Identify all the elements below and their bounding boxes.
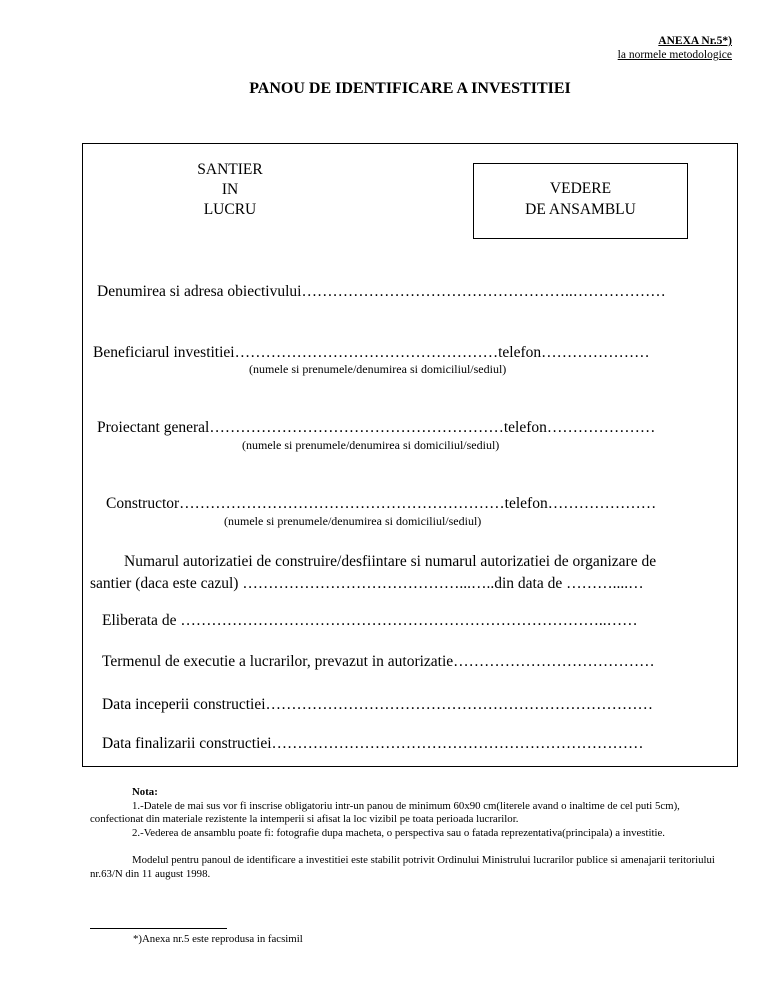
annex-title: ANEXA Nr.5*): [658, 35, 732, 47]
autorizatie-line-2: santier (daca este cazul) ……………………………………...…..din data de ………....…: [90, 575, 644, 592]
field-data-finalizarii: Data finalizarii constructiei………………………………………………………………: [102, 735, 644, 752]
field-beneficiar: Beneficiarul investitiei……………………………………………telefon…………………: [93, 344, 650, 361]
field-denumirea: Denumirea si adresa obiectivului……………………………………………..………………: [97, 283, 666, 300]
notes-section: [90, 786, 730, 881]
field-constructor: Constructor………………………………………………………telefon…………………: [106, 495, 657, 512]
note-2: 2.-Vederea de ansamblu poate fi: fotografie dupa macheta, o perspectiva sau o fatada reprezentativa(principala) a investitie.: [132, 826, 665, 839]
santier-line-1: SANTIER: [197, 161, 263, 178]
autorizatie-line-1: Numarul autorizatiei de construire/desfiintare si numarul autorizatiei de organizare de: [124, 553, 657, 570]
beneficiar-note: (numele si prenumele/denumirea si domiciliul/sediul): [249, 362, 507, 376]
field-proiectant: Proiectant general…………………………………………………telefon…………………: [97, 419, 656, 436]
santier-label: [185, 160, 275, 220]
field-termenul: Termenul de executie a lucrarilor, prevazut in autorizatie…………………………………: [102, 653, 655, 670]
proiectant-note: (numele si prenumele/denumirea si domiciliul/sediul): [242, 438, 500, 452]
vedere-line-2: DE ANSAMBLU: [525, 201, 636, 218]
note-1: 1.-Datele de mai sus vor fi inscrise obligatoriu intr-un panou de minimum 60x90 cm(literele avand o inaltime de cel puti 5cm), confectionat din materiale rezistente la intemperii si afisat la loc vizibil pe toata perioada lucrarilor.: [90, 799, 680, 825]
field-eliberata: Eliberata de ………………………………………………………………………..……: [102, 612, 638, 629]
model-note: Modelul pentru panoul de identificare a investitiei este stabilit potrivit Ordinului Ministrului lucrarilor publice si amenajarii teritoriului nr.63/N din 11 august 1998.: [90, 854, 715, 880]
field-data-inceperii: Data inceperii constructiei…………………………………………………………………: [102, 696, 654, 713]
constructor-note: (numele si prenumele/denumirea si domiciliul/sediul): [224, 514, 482, 528]
santier-line-3: LUCRU: [203, 201, 257, 218]
annex-subtitle: la normele metodologice: [617, 49, 732, 61]
santier-line-2: IN: [221, 181, 239, 198]
page-title: PANOU DE IDENTIFICARE A INVESTITIEI: [249, 80, 571, 97]
annex-header: [560, 34, 732, 62]
field-autorizatie: [90, 551, 730, 595]
vedere-line-1: VEDERE: [549, 180, 612, 197]
notes-heading: Nota:: [132, 786, 158, 798]
footnote-divider: [90, 928, 227, 929]
vedere-label: [473, 178, 688, 220]
footnote: *)Anexa nr.5 este reprodusa in facsimil: [133, 933, 303, 945]
